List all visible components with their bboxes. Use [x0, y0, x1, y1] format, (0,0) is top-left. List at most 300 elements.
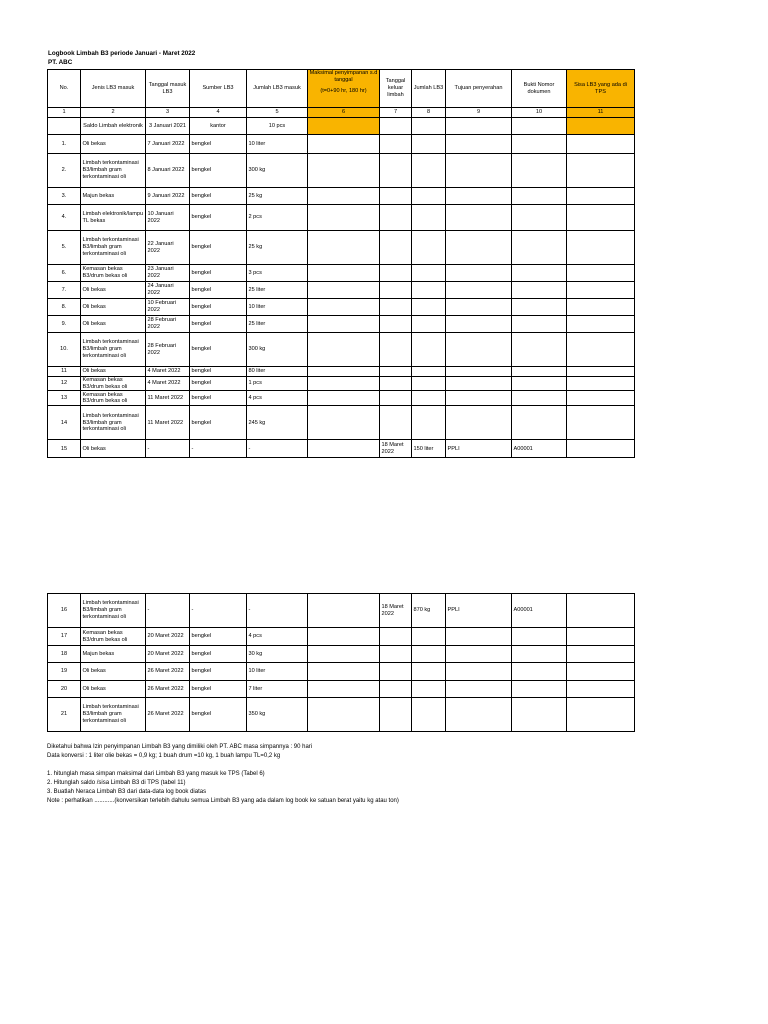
row-bukti — [512, 698, 567, 732]
row-jumlah-masuk: 350 kg — [247, 698, 308, 732]
row-jenis: Limbah terkontaminasi B3/limbah gram terkontaminasi oli — [81, 154, 146, 188]
table-row — [48, 440, 635, 458]
row-jenis: Oli bekas — [81, 316, 146, 333]
row-jenis: Kemasan bekas B3/drum bekas oli — [81, 265, 146, 282]
saldo-tujuan — [446, 118, 512, 135]
header-tanggal-masuk: Tanggal masuk LB3 — [146, 70, 190, 108]
col-number: 9 — [446, 108, 512, 118]
row-jumlah-lb3 — [412, 188, 446, 205]
row-sisa — [567, 316, 635, 333]
row-bukti — [512, 135, 567, 154]
row-tujuan: PPLI — [446, 594, 512, 628]
row-bukti — [512, 265, 567, 282]
row-no: 3. — [48, 188, 81, 205]
row-no: 7. — [48, 282, 81, 299]
col-number: 4 — [190, 108, 247, 118]
row-maksimal — [308, 135, 380, 154]
row-jumlah-masuk: 80 liter — [247, 367, 308, 377]
row-jumlah-lb3 — [412, 406, 446, 440]
row-bukti: A00001 — [512, 440, 567, 458]
table-row — [48, 367, 635, 377]
row-tanggal-keluar — [380, 299, 412, 316]
row-sisa — [567, 391, 635, 406]
row-maksimal — [308, 282, 380, 299]
row-sumber: bengkel — [190, 698, 247, 732]
table-row — [48, 135, 635, 154]
row-sisa — [567, 628, 635, 646]
row-tujuan — [446, 299, 512, 316]
row-sumber: bengkel — [190, 367, 247, 377]
table-row — [48, 188, 635, 205]
row-tujuan — [446, 406, 512, 440]
table-row — [48, 406, 635, 440]
row-no: 17 — [48, 628, 81, 646]
row-sumber: bengkel — [190, 231, 247, 265]
row-sumber: bengkel — [190, 377, 247, 391]
row-jumlah-masuk: 10 liter — [247, 663, 308, 681]
row-jumlah-masuk: 25 liter — [247, 316, 308, 333]
row-tanggal-keluar — [380, 646, 412, 663]
row-jumlah-lb3 — [412, 282, 446, 299]
saldo-tanggal: 3 Januari 2021 — [146, 118, 190, 135]
row-tanggal-keluar — [380, 377, 412, 391]
row-sumber: bengkel — [190, 316, 247, 333]
row-bukti — [512, 205, 567, 231]
row-tanggal-masuk: 24 Januari 2022 — [146, 282, 190, 299]
logbook-table-page2 — [47, 593, 635, 732]
row-sumber: bengkel — [190, 391, 247, 406]
row-jumlah-masuk: 1 pcs — [247, 377, 308, 391]
row-tanggal-masuk: 7 Januari 2022 — [146, 135, 190, 154]
row-tanggal-keluar — [380, 265, 412, 282]
row-maksimal — [308, 406, 380, 440]
row-jenis: Limbah terkontaminasi B3/limbah gram terkontaminasi oli — [81, 698, 146, 732]
col-number: 10 — [512, 108, 567, 118]
saldo-sumber: kantor — [190, 118, 247, 135]
row-jenis: Majun bekas — [81, 188, 146, 205]
table-row — [48, 681, 635, 698]
row-tanggal-masuk: 10 Februari 2022 — [146, 299, 190, 316]
row-maksimal — [308, 377, 380, 391]
row-tanggal-keluar — [380, 188, 412, 205]
row-sumber: bengkel — [190, 135, 247, 154]
row-sisa — [567, 154, 635, 188]
row-jumlah-lb3 — [412, 154, 446, 188]
row-jumlah-masuk: - — [247, 440, 308, 458]
row-sisa — [567, 698, 635, 732]
row-tanggal-keluar: 18 Maret 2022 — [380, 440, 412, 458]
row-jenis: Limbah terkontaminasi B3/limbah gram terkontaminasi oli — [81, 333, 146, 367]
row-no: 10. — [48, 333, 81, 367]
row-jumlah-lb3 — [412, 135, 446, 154]
row-tanggal-masuk: 20 Maret 2022 — [146, 646, 190, 663]
row-sumber: bengkel — [190, 646, 247, 663]
row-jumlah-masuk: 245 kg — [247, 406, 308, 440]
row-tanggal-masuk: 11 Maret 2022 — [146, 406, 190, 440]
row-sisa — [567, 135, 635, 154]
row-tujuan: PPLI — [446, 440, 512, 458]
row-tujuan — [446, 663, 512, 681]
row-jumlah-masuk: 30 kg — [247, 646, 308, 663]
row-jumlah-masuk: 300 kg — [247, 333, 308, 367]
note-line: 3. Buatlah Neraca Limbah B3 dari data-data log book diatas — [47, 789, 207, 795]
row-tujuan — [446, 698, 512, 732]
row-jumlah-lb3 — [412, 663, 446, 681]
row-jumlah-lb3 — [412, 299, 446, 316]
row-tujuan — [446, 154, 512, 188]
row-tanggal-masuk: 9 Januari 2022 — [146, 188, 190, 205]
row-tujuan — [446, 316, 512, 333]
row-sisa — [567, 440, 635, 458]
row-tujuan — [446, 265, 512, 282]
table-row — [48, 698, 635, 732]
row-sisa — [567, 205, 635, 231]
col-number: 2 — [81, 108, 146, 118]
note-line: 2. Hitunglah saldo /sisa Limbah B3 di TPS (tabel 11) — [47, 780, 186, 786]
row-no: 14 — [48, 406, 81, 440]
row-jumlah-masuk: 2 pcs — [247, 205, 308, 231]
col-number: 7 — [380, 108, 412, 118]
note-line: Data konversi : 1 liter olie bekas = 0,9 kg; 1 buah drum =10 kg, 1 buah lampu TL=0,2 kg — [47, 753, 281, 759]
header-no: No. — [48, 70, 81, 108]
saldo-jumlah-lb3 — [412, 118, 446, 135]
row-jumlah-lb3 — [412, 333, 446, 367]
table-row — [48, 231, 635, 265]
row-sumber: bengkel — [190, 154, 247, 188]
row-no: 1. — [48, 135, 81, 154]
row-sisa — [567, 265, 635, 282]
row-maksimal — [308, 265, 380, 282]
row-jumlah-lb3 — [412, 316, 446, 333]
row-bukti — [512, 299, 567, 316]
row-jumlah-masuk: 25 kg — [247, 231, 308, 265]
row-sumber: - — [190, 594, 247, 628]
row-jenis: Majun bekas — [81, 646, 146, 663]
row-tanggal-masuk: 26 Maret 2022 — [146, 681, 190, 698]
row-maksimal — [308, 391, 380, 406]
saldo-row — [48, 118, 635, 135]
logbook-title: Logbook Limbah B3 periode Januari - Maret 2022 — [48, 50, 196, 57]
notes-section — [47, 743, 399, 806]
table-row — [48, 377, 635, 391]
row-jumlah-masuk: 10 liter — [247, 299, 308, 316]
row-no: 2. — [48, 154, 81, 188]
row-tanggal-masuk: 28 Februari 2022 — [146, 316, 190, 333]
row-sisa — [567, 188, 635, 205]
row-maksimal — [308, 316, 380, 333]
row-sumber: bengkel — [190, 188, 247, 205]
row-tanggal-keluar — [380, 282, 412, 299]
col-number: 6 — [308, 108, 380, 118]
row-tanggal-keluar — [380, 681, 412, 698]
row-jumlah-lb3 — [412, 391, 446, 406]
row-jumlah-masuk: 4 pcs — [247, 391, 308, 406]
row-sumber: bengkel — [190, 663, 247, 681]
row-bukti: A00001 — [512, 594, 567, 628]
row-tanggal-masuk: 8 Januari 2022 — [146, 154, 190, 188]
row-sumber: bengkel — [190, 681, 247, 698]
row-maksimal — [308, 231, 380, 265]
row-tujuan — [446, 135, 512, 154]
header-maksimal — [308, 70, 380, 108]
row-maksimal — [308, 440, 380, 458]
row-tanggal-keluar — [380, 135, 412, 154]
table-row — [48, 299, 635, 316]
row-no: 20 — [48, 681, 81, 698]
row-tujuan — [446, 231, 512, 265]
table-row — [48, 282, 635, 299]
header-bukti: Bukti Nomor dokumen — [512, 70, 567, 108]
table-row — [48, 333, 635, 367]
table-row — [48, 265, 635, 282]
row-sumber: - — [190, 440, 247, 458]
row-no: 15 — [48, 440, 81, 458]
row-bukti — [512, 154, 567, 188]
row-no: 19 — [48, 663, 81, 681]
row-no: 11 — [48, 367, 81, 377]
row-sumber: bengkel — [190, 628, 247, 646]
row-tujuan — [446, 205, 512, 231]
row-jenis: Limbah terkontaminasi B3/limbah gram terkontaminasi oli — [81, 406, 146, 440]
row-jumlah-lb3 — [412, 698, 446, 732]
table-row — [48, 154, 635, 188]
row-jumlah-masuk: 3 pcs — [247, 265, 308, 282]
row-jumlah-masuk: 300 kg — [247, 154, 308, 188]
col-number: 1 — [48, 108, 81, 118]
row-jumlah-masuk: 7 liter — [247, 681, 308, 698]
note-line — [47, 761, 399, 770]
row-tujuan — [446, 377, 512, 391]
row-bukti — [512, 663, 567, 681]
row-jenis: Kemasan bekas B3/drum bekas oli — [81, 391, 146, 406]
row-tujuan — [446, 681, 512, 698]
logbook-table-page1 — [47, 69, 635, 458]
row-no: 21 — [48, 698, 81, 732]
row-tanggal-masuk: 4 Maret 2022 — [146, 367, 190, 377]
row-no: 9. — [48, 316, 81, 333]
row-jenis: Oli bekas — [81, 663, 146, 681]
header-jenis: Jenis LB3 masuk — [81, 70, 146, 108]
row-sumber: bengkel — [190, 265, 247, 282]
row-jenis: Oli bekas — [81, 135, 146, 154]
row-jenis: Limbah terkontaminasi B3/limbah gram terkontaminasi oli — [81, 594, 146, 628]
row-no: 16 — [48, 594, 81, 628]
note-line: Diketahui bahwa Izin penyimpanan Limbah B3 yang dimiliki oleh PT. ABC masa simpannya : 90 hari — [47, 744, 313, 750]
row-jenis: Limbah terkontaminasi B3/limbah gram terkontaminasi oli — [81, 231, 146, 265]
column-number-row — [48, 108, 635, 118]
row-sumber: bengkel — [190, 406, 247, 440]
row-jumlah-lb3 — [412, 231, 446, 265]
row-tanggal-masuk: 4 Maret 2022 — [146, 377, 190, 391]
saldo-bukti — [512, 118, 567, 135]
row-jumlah-lb3 — [412, 681, 446, 698]
row-tanggal-keluar — [380, 406, 412, 440]
header-tanggal-keluar: Tanggal keluar limbah — [380, 70, 412, 108]
row-jumlah-lb3 — [412, 628, 446, 646]
col-number: 3 — [146, 108, 190, 118]
saldo-jumlah: 10 pcs — [247, 118, 308, 135]
saldo-no — [48, 118, 81, 135]
col-number: 5 — [247, 108, 308, 118]
row-sisa — [567, 333, 635, 367]
row-tujuan — [446, 391, 512, 406]
row-sisa — [567, 663, 635, 681]
col-number: 11 — [567, 108, 635, 118]
row-sumber: bengkel — [190, 299, 247, 316]
row-tanggal-keluar: 18 Maret 2022 — [380, 594, 412, 628]
row-sisa — [567, 282, 635, 299]
row-bukti — [512, 282, 567, 299]
header-maksimal-label: Maksimal penyimpanan s.d tanggal — [309, 70, 378, 83]
row-sumber: bengkel — [190, 282, 247, 299]
row-tanggal-masuk: 20 Maret 2022 — [146, 628, 190, 646]
row-tanggal-keluar — [380, 231, 412, 265]
row-jenis: Oli bekas — [81, 681, 146, 698]
header-jumlah-masuk: Jumlah LB3 masuk — [247, 70, 308, 108]
saldo-maksimal — [308, 118, 380, 135]
row-jumlah-lb3 — [412, 367, 446, 377]
saldo-jenis: Saldo Limbah elektronik — [81, 118, 146, 135]
row-jumlah-lb3: 870 kg — [412, 594, 446, 628]
header-jumlah: Jumlah LB3 — [412, 70, 446, 108]
row-jenis: Kemasan bekas B3/drum bekas oli — [81, 628, 146, 646]
table-row — [48, 205, 635, 231]
header-maksimal-sub: (t=0+90 hr, 180 hr) — [320, 88, 367, 95]
note-line: Note : perhatikan ............(konversikan terlebih dahulu semua Limbah B3 yang ada dalam log book ke satuan berat yaitu kg atau ton) — [47, 798, 399, 804]
row-sisa — [567, 406, 635, 440]
row-sisa — [567, 377, 635, 391]
row-no: 8. — [48, 299, 81, 316]
row-jumlah-lb3 — [412, 265, 446, 282]
row-maksimal — [308, 646, 380, 663]
table-row — [48, 663, 635, 681]
row-sisa — [567, 594, 635, 628]
row-bukti — [512, 628, 567, 646]
row-maksimal — [308, 299, 380, 316]
row-jumlah-masuk: 25 kg — [247, 188, 308, 205]
row-tanggal-keluar — [380, 316, 412, 333]
row-maksimal — [308, 628, 380, 646]
row-tanggal-keluar — [380, 698, 412, 732]
row-maksimal — [308, 698, 380, 732]
row-maksimal — [308, 594, 380, 628]
row-jenis: Limbah elektronik/lampu TL bekas — [81, 205, 146, 231]
row-tanggal-masuk: 23 Januari 2022 — [146, 265, 190, 282]
row-tujuan — [446, 188, 512, 205]
row-no: 4. — [48, 205, 81, 231]
row-jenis: Kemasan bekas B3/drum bekas oli — [81, 377, 146, 391]
row-jenis: Oli bekas — [81, 299, 146, 316]
row-bukti — [512, 391, 567, 406]
row-jenis: Oli bekas — [81, 282, 146, 299]
row-jenis: Oli bekas — [81, 440, 146, 458]
row-tanggal-masuk: 22 Januari 2022 — [146, 231, 190, 265]
table-row — [48, 316, 635, 333]
row-tanggal-keluar — [380, 333, 412, 367]
row-no: 12 — [48, 377, 81, 391]
row-tanggal-masuk: 11 Maret 2022 — [146, 391, 190, 406]
row-sisa — [567, 231, 635, 265]
row-jumlah-lb3 — [412, 377, 446, 391]
header-tujuan: Tujuan penyerahan — [446, 70, 512, 108]
row-bukti — [512, 333, 567, 367]
row-tanggal-masuk: 10 Januari 2022 — [146, 205, 190, 231]
company-name: PT. ABC — [48, 59, 73, 66]
row-jumlah-masuk: 25 liter — [247, 282, 308, 299]
table-row — [48, 594, 635, 628]
note-line: 1. hitunglah masa simpan maksimal dari Limbah B3 yang masuk ke TPS (Tabel 6) — [47, 771, 265, 777]
row-maksimal — [308, 188, 380, 205]
header-row — [48, 70, 635, 108]
row-tujuan — [446, 646, 512, 663]
saldo-tanggal-keluar — [380, 118, 412, 135]
row-bukti — [512, 681, 567, 698]
table-row — [48, 646, 635, 663]
table-row — [48, 628, 635, 646]
row-sisa — [567, 299, 635, 316]
row-jumlah-lb3 — [412, 205, 446, 231]
row-jumlah-lb3 — [412, 646, 446, 663]
row-jenis: Oli bekas — [81, 367, 146, 377]
row-sisa — [567, 681, 635, 698]
saldo-sisa — [567, 118, 635, 135]
row-jumlah-masuk: 4 pcs — [247, 628, 308, 646]
row-jumlah-lb3: 150 liter — [412, 440, 446, 458]
row-jumlah-masuk: 10 liter — [247, 135, 308, 154]
row-tanggal-masuk: 26 Maret 2022 — [146, 698, 190, 732]
row-sisa — [567, 367, 635, 377]
row-tanggal-keluar — [380, 391, 412, 406]
row-no: 5. — [48, 231, 81, 265]
row-tanggal-keluar — [380, 628, 412, 646]
row-no: 13 — [48, 391, 81, 406]
row-tanggal-masuk: - — [146, 440, 190, 458]
row-maksimal — [308, 205, 380, 231]
row-sumber: bengkel — [190, 205, 247, 231]
row-sisa — [567, 646, 635, 663]
row-tanggal-masuk: 28 Februari 2022 — [146, 333, 190, 367]
row-tujuan — [446, 628, 512, 646]
row-tanggal-keluar — [380, 205, 412, 231]
row-bukti — [512, 188, 567, 205]
row-bukti — [512, 646, 567, 663]
table-row — [48, 391, 635, 406]
row-tanggal-keluar — [380, 154, 412, 188]
row-no: 18 — [48, 646, 81, 663]
header-sumber: Sumber LB3 — [190, 70, 247, 108]
col-number: 8 — [412, 108, 446, 118]
row-bukti — [512, 377, 567, 391]
row-tanggal-masuk: 26 Maret 2022 — [146, 663, 190, 681]
row-bukti — [512, 406, 567, 440]
row-bukti — [512, 231, 567, 265]
row-maksimal — [308, 367, 380, 377]
row-tujuan — [446, 282, 512, 299]
row-bukti — [512, 367, 567, 377]
row-no: 6. — [48, 265, 81, 282]
row-bukti — [512, 316, 567, 333]
row-tanggal-keluar — [380, 663, 412, 681]
row-tujuan — [446, 367, 512, 377]
row-jumlah-masuk: - — [247, 594, 308, 628]
row-sumber: bengkel — [190, 333, 247, 367]
row-maksimal — [308, 333, 380, 367]
row-maksimal — [308, 681, 380, 698]
row-tanggal-masuk: - — [146, 594, 190, 628]
row-tanggal-keluar — [380, 367, 412, 377]
row-maksimal — [308, 154, 380, 188]
row-maksimal — [308, 663, 380, 681]
